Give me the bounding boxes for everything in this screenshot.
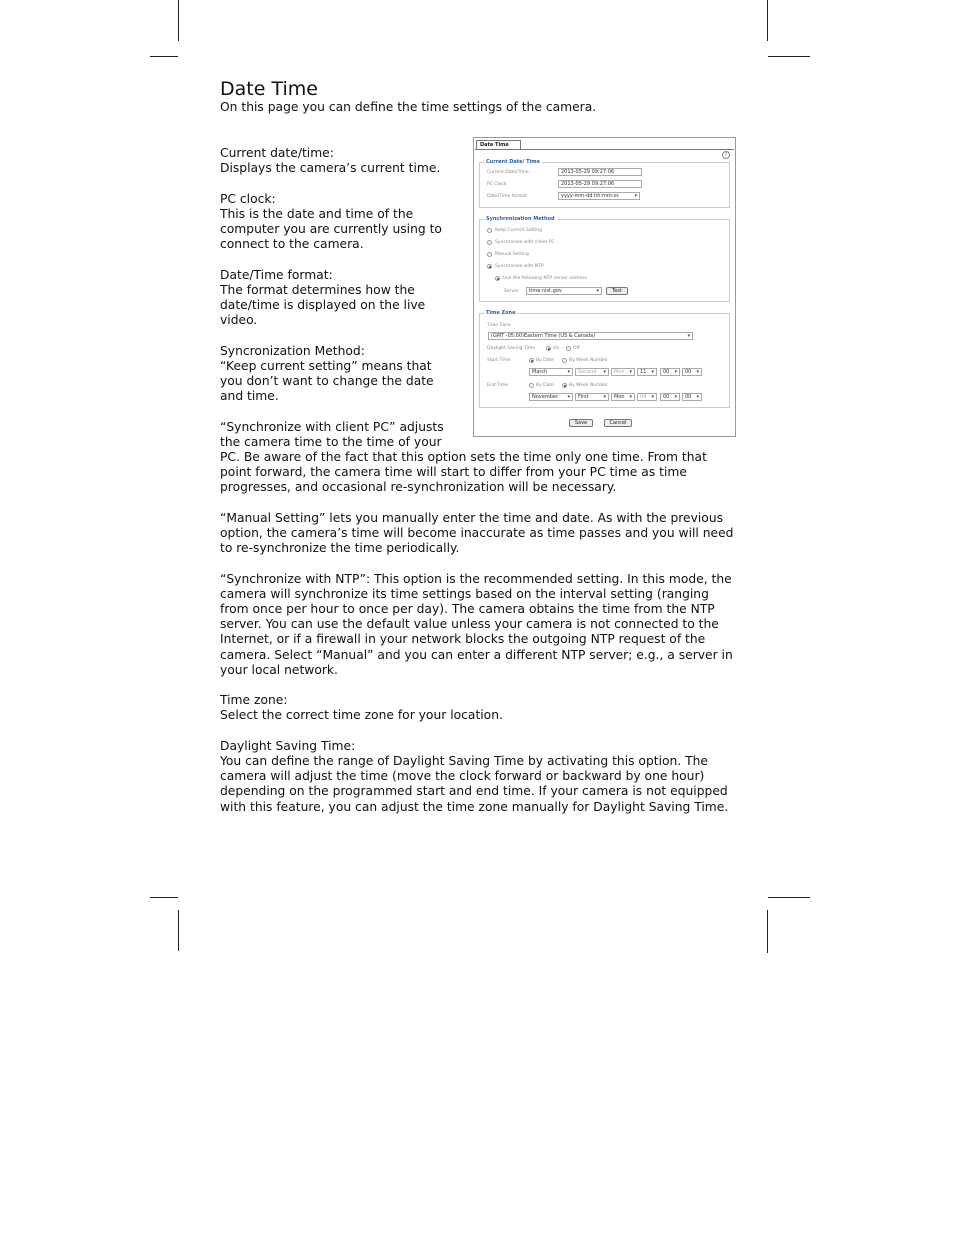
ntp-server-select[interactable]: time.nist.gov ▾ [526,287,602,295]
crop-mark [178,910,179,951]
format-label: Date/Time format [487,194,527,199]
time-zone-label: Time Zone [487,323,511,328]
save-button[interactable]: Save [569,419,593,427]
radio-label: On [553,346,560,351]
sync-client-pc-radio[interactable] [487,240,492,245]
radio-label: Manual Setting [495,252,529,257]
crop-mark [150,897,178,898]
start-month-select[interactable]: March ▾ [529,368,573,376]
dst-on-radio[interactable] [546,346,551,351]
end-day-select[interactable]: Mon ▾ [611,393,635,401]
tab-date-time[interactable]: Date Time [476,140,521,150]
crop-mark [178,0,179,41]
start-time-label: Start Time [487,358,511,363]
end-by-week-radio[interactable] [562,383,567,388]
start-week-select[interactable]: Second ▾ [575,368,609,376]
sync-method-group [479,216,730,302]
sync-ntp-radio[interactable] [487,264,492,269]
start-by-week-radio[interactable] [562,358,567,363]
current-date-time-group [479,159,730,208]
dst-off-radio[interactable] [566,346,571,351]
end-month-select[interactable]: November ▾ [529,393,573,401]
end-minute-select[interactable]: 00 ▾ [682,393,702,401]
start-minute-select[interactable]: 00 ▾ [682,368,702,376]
page-title: Date Time [220,78,318,100]
pc-clock-field: 2013-05-29 09:27:06 [558,180,642,188]
crop-mark [767,910,768,953]
paragraph: Time zone: Select the correct time zone for your location. [220,693,503,723]
crop-mark [767,0,768,41]
paragraph: “Synchronize with NTP”: This option is the recommended setting. In this mode, the camera will synchronize its time settings based on the interval setting (ranging from once per hour to once per day). The camera obtains the time from the NTP server. You can use the default value unless your camera is not connected to the Internet, or if a firewall in your network blocks the outgoing NTP request of the camera. Select “Manual” and you can enter a different NTP server; e.g., a server in your local network. [220,571,733,677]
tab-divider [475,149,734,150]
current-label: Current Date/Time [487,170,529,175]
radio-label: Off [573,346,580,351]
paragraph: Date/Time format: The format determines how the date/time is displayed on the live video. [220,267,426,328]
cancel-button[interactable]: Cancel [604,419,632,427]
pc-clock-label: PC Clock [487,182,507,187]
ntp-server-radio[interactable] [495,276,500,281]
paragraph: Current date/time: Displays the camera’s current time. [220,146,441,176]
group-title: Time Zone [486,310,516,316]
intro-text: On this page you can define the time settings of the camera. [220,100,597,114]
sync-manual-radio[interactable] [487,252,492,257]
radio-label: Synchronize with NTP [495,264,544,269]
sync-keep-radio[interactable] [487,228,492,233]
group-title: Synchronization Method [486,216,555,222]
start-date-select[interactable]: 11 ▾ [637,368,657,376]
start-by-date-radio[interactable] [529,358,534,363]
paragraph: Syncronization Method: “Keep current setting” means that you don’t want to change the date and time. [220,343,434,404]
end-time-label: End Time [487,383,508,388]
radio-label: Synchronize with client PC [495,240,555,245]
date-time-settings-screenshot [473,137,736,437]
time-zone-select[interactable]: (GMT -05:00)Eastern Time (US & Canada) ▾ [488,332,693,340]
start-day-select[interactable]: Mon ▾ [611,368,635,376]
test-button[interactable]: Test [606,287,628,295]
end-date-select[interactable]: 04 ▾ [637,393,657,401]
current-time-field: 2013-05-29 09:27:06 [558,168,642,176]
radio-label: By Week Number [569,358,609,363]
crop-mark [150,56,178,57]
radio-label: Use the following NTP server address [503,276,587,281]
radio-label: By Date [536,358,554,363]
paragraph: Daylight Saving Time: You can define the range of Daylight Saving Time by activating this option. The camera will adjust the time (move the clock forward or backward by one hour) depending on the programmed start and end time. If your camera is not equipped with this feature, you can adjust the time zone manually for Daylight Saving Time. [220,738,729,814]
paragraph: PC clock: This is the date and time of the computer you are currently using to connect to the camera. [220,191,442,252]
group-title: Current Date/ Time [486,159,540,165]
radio-label: By Date [536,383,554,388]
paragraph: “Synchronize with client PC” adjusts the camera time to the time of your PC. Be aware of the fact that this option sets the time only one time. From that point forward, the camera time will start to differ from your PC time as time progresses, and occasional re-synchronization will be necessary. [220,419,707,495]
end-by-date-radio[interactable] [529,383,534,388]
format-select[interactable]: yyyy-mm-dd hh:mm:ss ▾ [558,192,640,200]
time-zone-group [479,310,730,408]
start-hour-select[interactable]: 00 ▾ [660,368,680,376]
end-hour-select[interactable]: 00 ▾ [660,393,680,401]
crop-mark [768,897,810,898]
question-icon[interactable]: ? [722,151,730,159]
end-week-select[interactable]: First ▾ [575,393,609,401]
server-label: Server [504,289,519,294]
radio-label: Keep Current Setting [495,228,542,233]
radio-label: By Week Number [569,383,609,388]
crop-mark [768,56,810,57]
paragraph: “Manual Setting” lets you manually enter the time and date. As with the previous option, the camera’s time will become inaccurate as time passes and you will need to re-synchronize the time periodically. [220,510,734,556]
dst-label: Daylight Saving Time [487,346,535,351]
